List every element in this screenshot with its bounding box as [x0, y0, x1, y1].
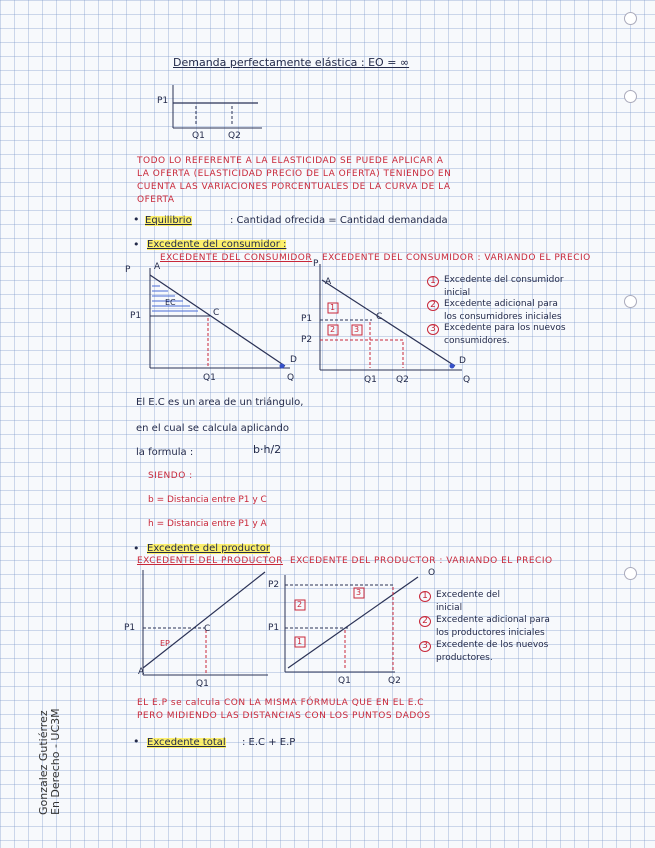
note-line: en el cual se calcula aplicando [136, 423, 290, 434]
pg2-n3: 3 [356, 588, 362, 597]
cg1-c: C [213, 308, 220, 318]
demand-p1: P1 [157, 96, 169, 106]
cg1-q1: Q1 [203, 373, 216, 383]
pg2-o: O [428, 568, 436, 578]
margin-line: En Derecho - UC3M [49, 708, 62, 815]
bullet: • [133, 213, 140, 226]
pg1-p1: P1 [124, 623, 136, 633]
pg1-a: A [138, 667, 145, 677]
bullet: • [133, 542, 140, 555]
cg2-p2: P2 [301, 335, 313, 345]
legend-text: los productores iniciales [436, 628, 545, 638]
note-line: b = Distancia entre P1 y C [148, 495, 267, 505]
legend-text: los consumidores iniciales [444, 312, 562, 322]
note-line: SIENDO : [148, 471, 193, 481]
note-line: la formula : [136, 447, 194, 458]
legend-text: Excedente adicional para [436, 615, 550, 625]
margin-author [38, 708, 62, 815]
red-note-line: CUENTA LAS VARIACIONES PORCENTUALES DE LA CURVA DE LA [137, 182, 451, 192]
legend-num: 2 [419, 616, 431, 627]
total-text: : E.C + E.P [242, 737, 296, 748]
cg2-d: D [459, 356, 466, 366]
red-note-line: LA OFERTA (ELASTICIDAD PRECIO DE LA OFERTA) TENIENDO EN [137, 169, 452, 179]
legend-text: inicial [436, 603, 463, 613]
cg2-c: C [376, 312, 383, 322]
demand-q2: Q2 [228, 131, 241, 141]
legend-text: inicial [444, 288, 471, 298]
pg2-q1: Q1 [338, 676, 351, 686]
cg2-p1: P1 [301, 314, 313, 324]
legend-num: 3 [427, 324, 439, 335]
cg1-p1: P1 [130, 311, 142, 321]
productor-sub-right: EXCEDENTE DEL PRODUCTOR : VARIANDO EL PRECIO [290, 556, 553, 566]
formula: b·h/2 [253, 443, 282, 456]
pg1-q1: Q1 [196, 679, 209, 689]
cg2-q1: Q1 [364, 375, 377, 385]
cg2-n1: 1 [330, 303, 336, 312]
cg2-a: A [325, 277, 332, 287]
note-line: El E.C es un area de un triángulo, [136, 397, 304, 408]
consumidor-sub-right: EXCEDENTE DEL CONSUMIDOR : VARIANDO EL PRECIO [322, 253, 591, 263]
productor-heading: Excedente del productor [147, 543, 270, 554]
cg2-n2: 2 [330, 325, 336, 334]
productor-sub-left: EXCEDENTE DEL PRODUCTOR [137, 556, 283, 566]
cg1-ec: EC [165, 298, 176, 307]
cg1-a: A [154, 262, 161, 272]
bullet: • [133, 735, 140, 748]
pg1-c: C [204, 624, 211, 634]
total-label: Excedente total [147, 737, 226, 748]
cg2-q: Q [463, 375, 471, 385]
note-line: h = Distancia entre P1 y A [148, 519, 267, 529]
legend-text: Excedente adicional para [444, 299, 558, 309]
demand-q1: Q1 [192, 131, 205, 141]
equilibrio-label: Equilibrio [145, 215, 192, 226]
margin-line: Gonzalez Gutiérrez [37, 710, 50, 815]
red-note-line: TODO LO REFERENTE A LA ELASTICIDAD SE PUEDE APLICAR A [137, 156, 444, 166]
legend-text: Excedente del consumidor [444, 275, 564, 285]
legend-text: productores. [436, 653, 493, 663]
consumidor-sub-left: EXCEDENTE DEL CONSUMIDOR [160, 253, 313, 263]
consumidor-heading: Excedente del consumidor : [147, 239, 287, 250]
red-note-line: OFERTA [137, 195, 175, 205]
cg1-d: D [290, 355, 297, 365]
pg2-p1: P1 [268, 623, 280, 633]
legend-num: 1 [419, 591, 431, 602]
cg1-q: Q [287, 373, 295, 383]
pg2-n1: 1 [297, 637, 303, 646]
page-title: Demanda perfectamente elástica : EO = ∞ [173, 56, 410, 69]
legend-text: consumidores. [444, 336, 510, 346]
cg2-q2: Q2 [396, 375, 409, 385]
pg2-q2: Q2 [388, 676, 401, 686]
pg1-ep: EP [160, 639, 170, 648]
legend-text: Excedente de los nuevos [436, 640, 549, 650]
cg2-p: P [313, 259, 319, 269]
pg2-p2: P2 [268, 580, 280, 590]
red-note2-line: PERO MIDIENDO LAS DISTANCIAS CON LOS PUNTOS DADOS [137, 711, 431, 721]
legend-num: 2 [427, 300, 439, 311]
legend-text: Excedente para los nuevos [444, 323, 566, 333]
legend-num: 1 [427, 276, 439, 287]
cg1-p: P [125, 265, 131, 275]
cg2-n3: 3 [354, 325, 360, 334]
legend-num: 3 [419, 641, 431, 652]
equilibrio-text: : Cantidad ofrecida = Cantidad demandada [230, 215, 448, 226]
bullet: • [133, 238, 140, 251]
legend-text: Excedente del [436, 590, 500, 600]
red-note2-line: EL E.P se calcula CON LA MISMA FÓRMULA QUE EN EL E.C [137, 698, 425, 708]
pg2-n2: 2 [297, 600, 303, 609]
